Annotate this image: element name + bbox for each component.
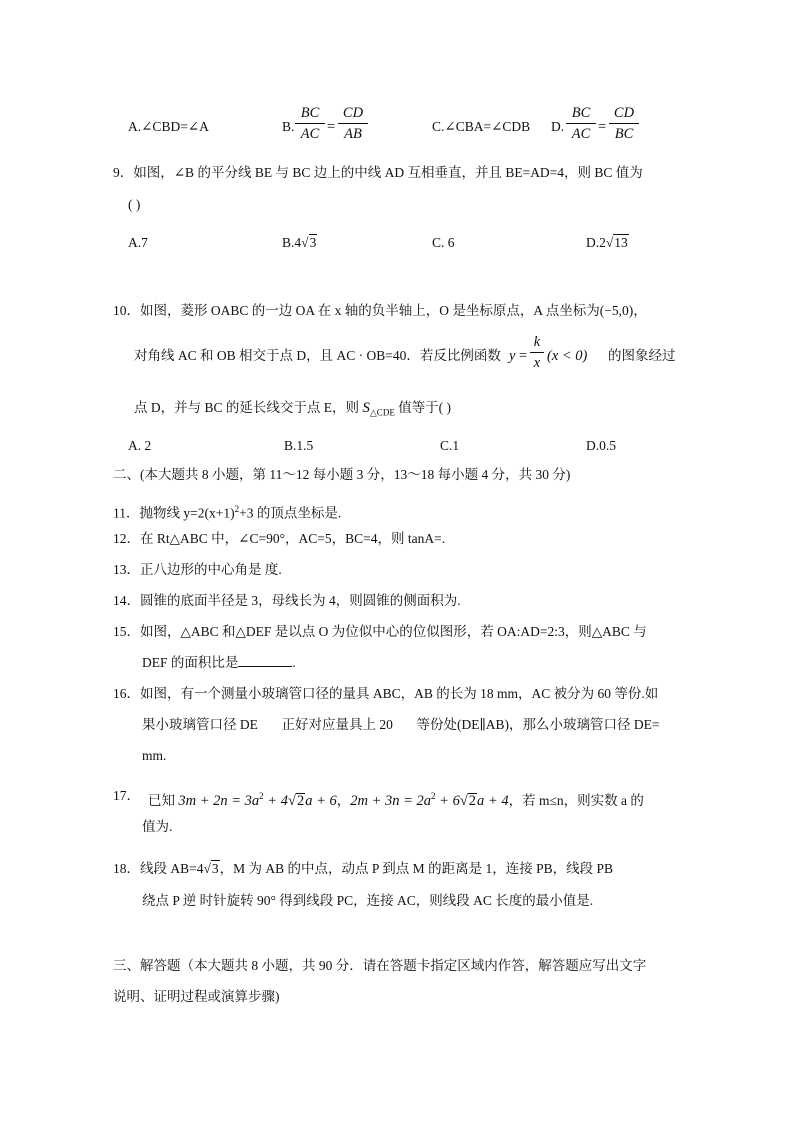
q17-number: 17． [113, 788, 140, 803]
q8-option-d-equals: = [598, 119, 607, 135]
q11: 11．抛物线 $y=2(x+1)^2+3$ 的顶点坐标是. [113, 504, 342, 521]
q8-option-c: C.∠CBA=∠CDB [432, 119, 531, 134]
q16-line-1: 16．如图，有一个测量小玻璃管口径的量具 ABC，AB 的长为 18 mm，AC 被分为 60 等份.如 [113, 686, 659, 701]
q9-option-c: C. 6 [432, 235, 455, 250]
q8-option-b-equals: = [327, 119, 336, 135]
q10-line-3: 点 D，并与 BC 的延长线交于点 E，则 $S_{\triangle CDE}$ 值等于( ) [134, 400, 452, 418]
q14: 14．圆锥的底面半径是 3，母线长为 4，则圆锥的侧面积为. [113, 593, 461, 608]
q10-line-2: 对角线 AC 和 OB 相交于点 D，且 AC · OB=40．若反比例函数 [134, 348, 501, 363]
q8-option-d-fraction-1: BC AC [566, 104, 596, 143]
q9-option-b: B.4√3 [282, 235, 317, 250]
q17-line-2: 值为. [142, 819, 173, 834]
q16-line-3: mm. [142, 748, 167, 763]
q16-line-2: 果小玻璃管口径 DE 正好对应量具上 20 等份处(DE∥AB)，那么小玻璃管口径 DE= [142, 717, 660, 732]
q18-line-1: 18．线段 AB=4√3，M 为 AB 的中点，动点 P 到点 M 的距离是 1，连接 PB，线段 PB [113, 861, 613, 876]
q10-option-c: C.1 [440, 438, 460, 453]
q10-function-fraction: k x [530, 333, 544, 372]
section-3-heading-line-1: 三、解答题（本大题共 8 小题，共 90 分．请在答题卡指定区域内作答，解答题应写出文字 [113, 958, 647, 973]
q17-line-1: 已知 $3m + 2n = 3a^2 + 4√2a + 6$，$2m + 3n = 2a^2 + 6√2a + 4$，若 m≤n，则实数 a 的 [148, 791, 644, 809]
q9-stem: 9．如图，∠B 的平分线 BE 与 BC 边上的中线 AD 互相垂直，并且 BE=AD=4，则 BC 值为 [113, 165, 643, 180]
q10-function-equals: = [519, 348, 528, 364]
q9-answer-paren: ( ) [128, 197, 141, 212]
q12: 12．在 Rt△ABC 中，∠C=90°，AC=5，BC=4，则 tanA=. [113, 531, 446, 546]
q15-line-1: 15．如图，△ABC 和△DEF 是以点 O 为位似中心的位似图形，若 OA:AD=2:3，则△ABC 与 [113, 624, 647, 639]
q15-line-2: DEF 的面积比是 . [142, 655, 296, 670]
q8-option-b-fraction-1: BC AC [295, 104, 325, 143]
q8-option-a: A.∠CBD=∠A [128, 119, 209, 134]
q10-option-a: A. 2 [128, 438, 152, 453]
section-3-heading-line-2: 说明、证明过程或演算步骤) [113, 989, 280, 1004]
q10-option-b: B.1.5 [284, 438, 314, 453]
q8-option-b-fraction-2: CD AB [338, 104, 368, 143]
q10-line-1: 10．如图，菱形 OABC 的一边 OA 在 x 轴的负半轴上，O 是坐标原点，A 点坐标为(−5,0)， [113, 303, 647, 318]
q10-line-2-end: 的图象经过 [608, 348, 676, 363]
q9-option-a: A.7 [128, 235, 148, 250]
q10-function-y: y [509, 348, 516, 364]
q17-equation-2: $2m + 3n = 2a^2 + 6√2a + 4$ [350, 791, 509, 809]
q17-equation-1: $3m + 2n = 3a^2 + 4√2a + 6$ [178, 791, 337, 809]
q13: 13．正八边形的中心角是 度. [113, 562, 282, 577]
q8-option-d-fraction-2: CD BC [609, 104, 639, 143]
section-2-heading: 二、(本大题共 8 小题，第 11～12 每小题 3 分，13～18 每小题 4 分，共 30 分) [113, 467, 571, 482]
q8-option-d-label: D. [551, 119, 565, 134]
q10-function-domain: (x < 0) [547, 348, 588, 364]
q8-option-b-label: B. [282, 119, 295, 134]
q9-option-d: D.2√13 [586, 235, 628, 250]
q18-line-2: 绕点 P 逆 时针旋转 90° 得到线段 PC，连接 AC，则线段 AC 长度的最小值是. [142, 893, 594, 908]
q15-answer-blank[interactable] [238, 655, 292, 667]
q10-option-d: D.0.5 [586, 438, 616, 453]
